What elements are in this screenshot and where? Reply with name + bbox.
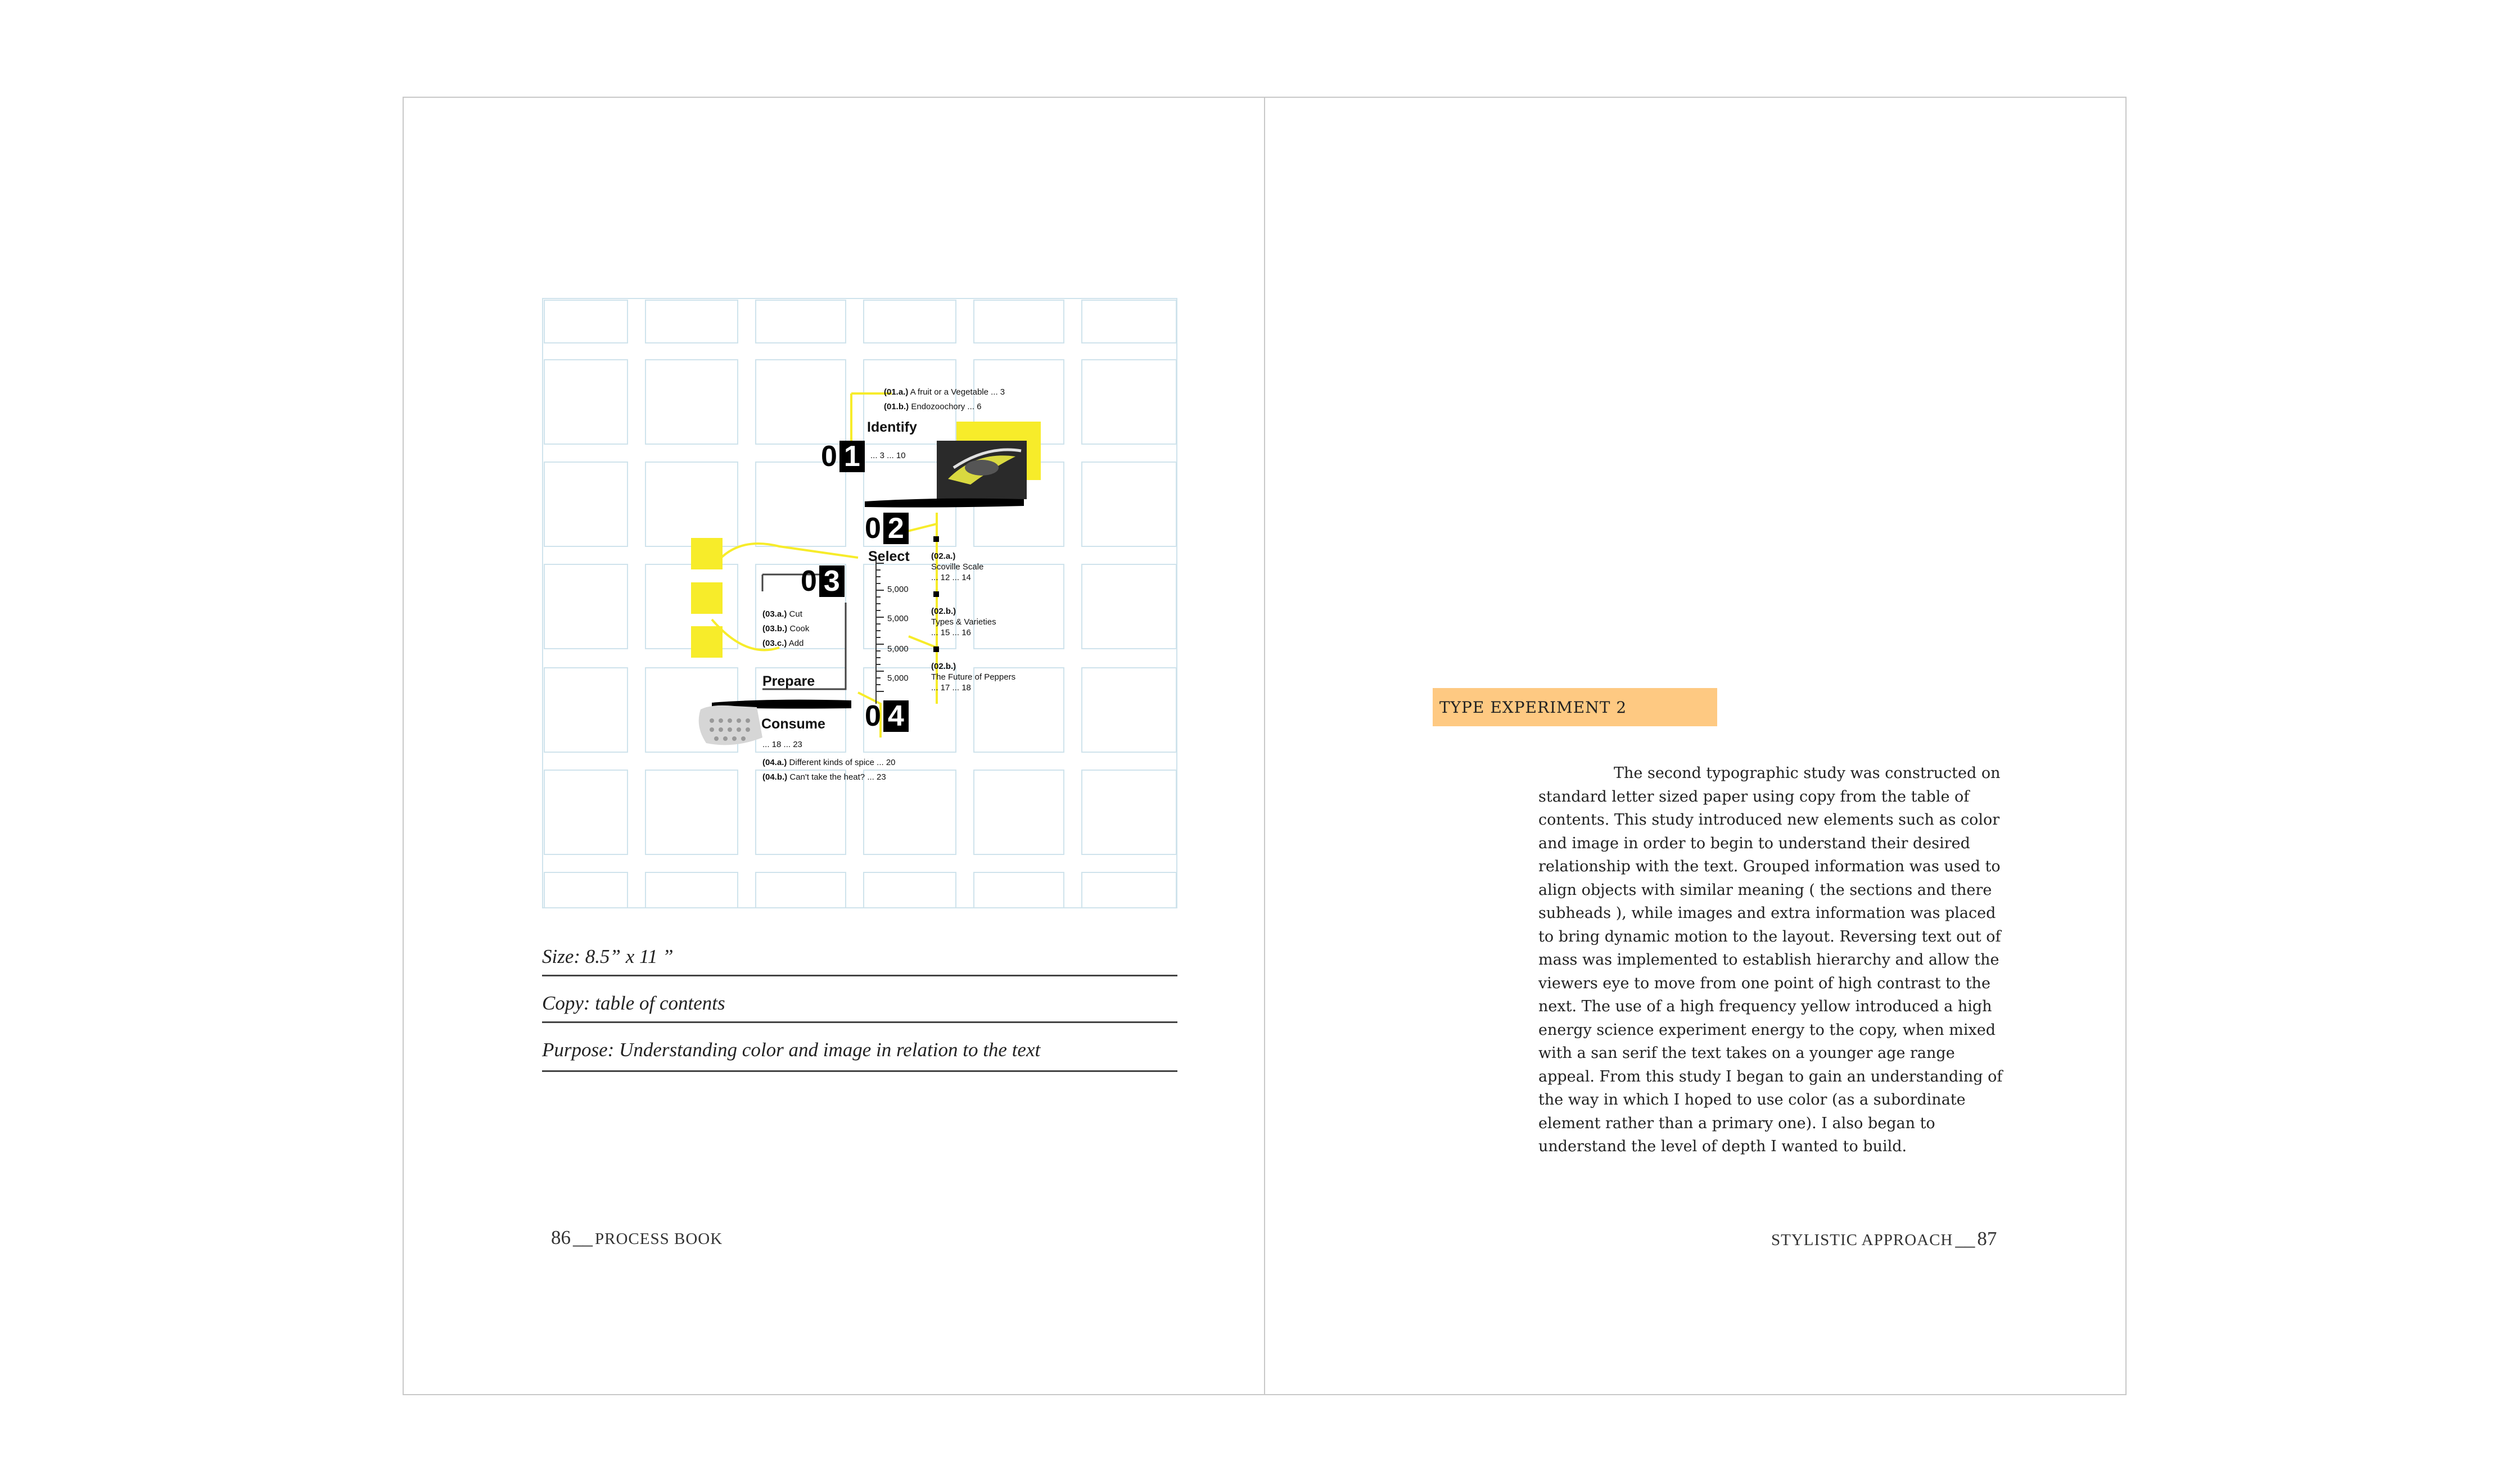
section-02-number: 0 2 — [865, 513, 909, 544]
right-page — [1264, 97, 2127, 1395]
grid-lines — [544, 300, 1176, 908]
spec-size: Size: 8.5” x 11 ” — [542, 945, 1177, 976]
body-paragraph: The second typographic study was constructed on standard letter sized paper using copy from the table of contents. This study introduced new elements such as color and image in order to begin to understand their desired relationship with the text. Grouped information was used to align objects with similar meaning ( the sections and there subheads ), while images and extra information was placed to bring dynamic motion to the layout. Reversing text out of mass was implemented to establish hierarchy and allow the viewers eye to move from one point of high contrast to the next. The use of a high frequency yellow introduced a high energy science experiment energy to the copy, when mixed with a san serif the text takes on a younger age range appeal. From this study I began to gain an understanding of the way in which I hoped to use color (as a subordinate element rather than a primary one). I also began to understand the level of depth I wanted to build. — [1538, 764, 2003, 1155]
section-select-title: Select — [868, 549, 910, 564]
item-02a: (02.a.) Scoville Scale ... 12 ... 14 — [931, 551, 984, 582]
page-number: 86 — [551, 1227, 571, 1248]
right-page-folio — [1771, 1228, 1997, 1250]
item-02c: (02.b.) The Future of Peppers ... 17 ... 18 — [931, 662, 1016, 693]
item-03c: (03.c.) Add — [762, 639, 804, 648]
item-03a: (03.a.) Cut — [762, 609, 802, 619]
left-page-folio — [551, 1227, 723, 1249]
folio-title: PROCESS BOOK — [595, 1230, 723, 1248]
halftone-image — [699, 705, 762, 745]
page-number: 87 — [1977, 1228, 1997, 1250]
scale-label: 5,000 — [887, 585, 909, 594]
folio-separator: __ — [573, 1227, 593, 1248]
scale-label: 5,000 — [887, 614, 909, 623]
section-04-number: 0 4 — [865, 700, 909, 732]
section-01-number: 0 1 — [821, 441, 865, 472]
spec-purpose: Purpose: Understanding color and image in relation to the text — [542, 1039, 1177, 1072]
section-04-pages: ... 18 ... 23 — [762, 740, 802, 749]
item-01a: (01.a.) A fruit or a Vegetable ... 3 — [884, 387, 1005, 397]
folio-title: STYLISTIC APPROACH — [1771, 1231, 1953, 1249]
item-02b: (02.b.) Types & Varieties ... 15 ... 16 — [931, 607, 996, 637]
section-consume-title: Consume — [761, 716, 825, 732]
scoville-ruler — [876, 558, 884, 704]
item-04b: (04.b.) Can't take the heat? ... 23 — [762, 772, 886, 782]
section-prepare-title: Prepare — [762, 673, 815, 689]
scale-label: 5,000 — [887, 673, 909, 683]
folio-separator: __ — [1955, 1228, 1975, 1250]
pepper-photo — [937, 441, 1027, 499]
scale-label: 5,000 — [887, 644, 909, 654]
section-heading: TYPE EXPERIMENT 2 — [1433, 688, 1717, 726]
section-03-number: 0 3 — [801, 565, 845, 597]
section-01-pages: ... 3 ... 10 — [870, 451, 906, 460]
item-03b: (03.b.) Cook — [762, 624, 810, 634]
spec-copy: Copy: table of contents — [542, 992, 1177, 1023]
item-04a: (04.a.) Different kinds of spice ... 20 — [762, 758, 896, 767]
item-01b: (01.b.) Endozoochory ... 6 — [884, 402, 982, 411]
section-identify-title: Identify — [867, 419, 917, 435]
type-experiment-artwork — [542, 298, 1177, 908]
artwork-graphics — [543, 299, 1177, 908]
